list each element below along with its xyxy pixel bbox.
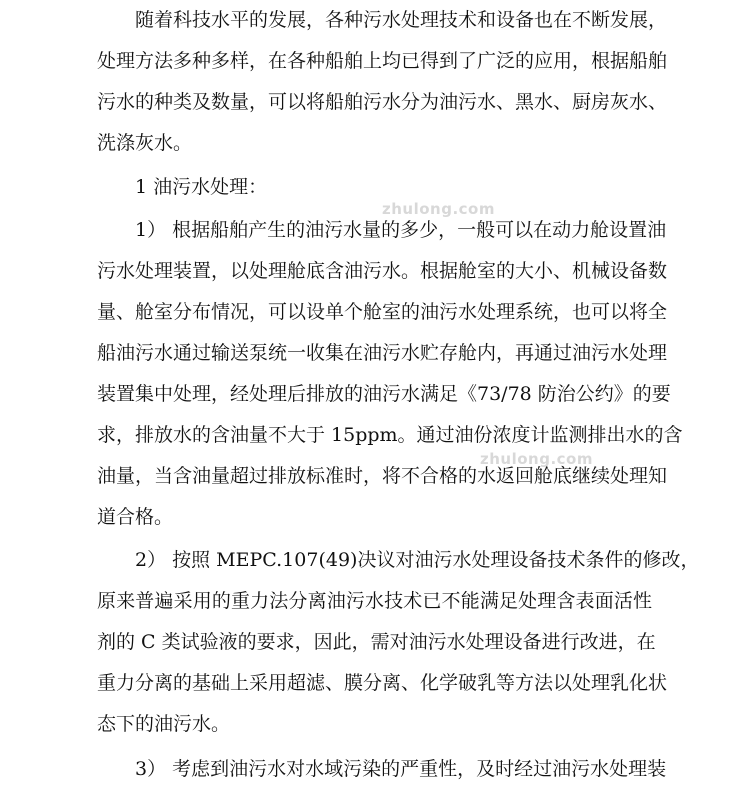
item-1-line-5: 装置集中处理，经处理后排放的油污水满足《73/78 防治公约》的要 <box>97 383 671 405</box>
paragraph-1-line-1: 随着科技水平的发展，各种污水处理技术和设备也在不断发展， <box>135 9 668 31</box>
item-1-line-2: 污水处理装置，以处理舱底含油污水。根据舱室的大小、机械设备数 <box>97 260 668 282</box>
item-3-line-1: 3） 考虑到油污水对水域污染的严重性，及时经过油污水处理装 <box>135 758 667 780</box>
item-1-line-8: 道合格。 <box>97 506 174 528</box>
item-1-line-3: 量、舱室分布情况，可以设单个舱室的油污水处理系统，也可以将全 <box>97 301 668 323</box>
watermark-text: zhulong.com <box>480 450 593 468</box>
watermark-text: zhulong.com <box>382 200 495 218</box>
item-2-line-3: 剂的 C 类试验液的要求，因此，需对油污水处理设备进行改进，在 <box>97 631 656 653</box>
item-2-line-1: 2） 按照 MEPC.107(49)决议对油污水处理设备技术条件的修改， <box>135 549 700 571</box>
item-2-line-4: 重力分离的基础上采用超滤、膜分离、化学破乳等方法以处理乳化状 <box>97 672 668 694</box>
section-heading: 1 油污水处理： <box>135 176 268 198</box>
item-1-line-7: 油量，当含油量超过排放标准时，将不合格的水返回舱底继续处理知 <box>97 465 668 487</box>
item-2-line-5: 态下的油污水。 <box>97 713 231 735</box>
item-1-line-4: 船油污水通过输送泵统一收集在油污水贮存舱内，再通过油污水处理 <box>97 342 668 364</box>
item-2-line-2: 原来普遍采用的重力法分离油污水技术已不能满足处理含表面活性 <box>97 590 652 612</box>
item-1-line-6: 求，排放水的含油量不大于 15ppm。通过油份浓度计监测排出水的含 <box>97 424 683 446</box>
paragraph-1-line-4: 洗涤灰水。 <box>97 132 193 154</box>
item-1-line-1: 1） 根据船舶产生的油污水量的多少，一般可以在动力舱设置油 <box>135 219 667 241</box>
paragraph-1-line-3: 污水的种类及数量，可以将船舶污水分为油污水、黑水、厨房灰水、 <box>97 91 668 113</box>
paragraph-1-line-2: 处理方法多种多样，在各种船舶上均已得到了广泛的应用，根据船舶 <box>97 50 668 72</box>
